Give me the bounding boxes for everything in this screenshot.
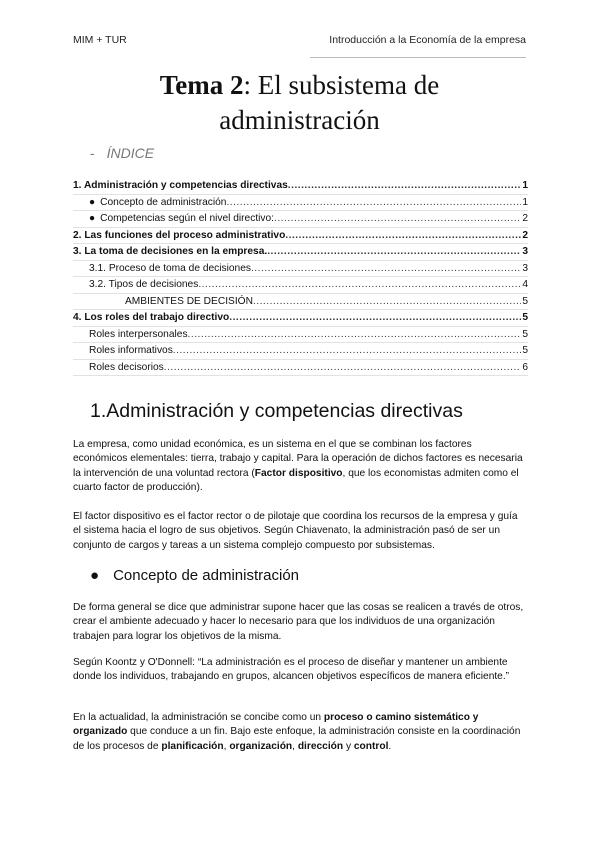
paragraph-intro	[73, 438, 526, 495]
index-dash: -	[90, 145, 95, 161]
toc-page-number: 3	[522, 246, 528, 258]
toc-leader-dots	[198, 279, 521, 290]
toc-page-number: 2	[522, 213, 528, 225]
toc-entry-label: Roles informativos	[89, 345, 173, 357]
toc-entry-label: Roles decisorios	[89, 361, 164, 373]
toc-leader-dots	[188, 329, 522, 340]
toc-entry[interactable]	[73, 228, 528, 245]
para-text: La empresa, como unidad económica, es un sistema en el que se combinan los factores económicos elementales: tierra, trabajo y capital. Para la operación de dichos factores es necesaria la intervención de una voluntad rectora (	[73, 439, 523, 479]
para-bold: dirección	[297, 740, 344, 752]
para-text: ,	[223, 740, 230, 752]
toc-entry-label: 3.1. Proceso de toma de decisiones	[89, 262, 251, 274]
para-bold: organización	[229, 740, 293, 752]
table-of-contents	[73, 178, 528, 376]
toc-leader-dots	[229, 312, 521, 323]
toc-entry-label: AMBIENTES DE DECISIÓN	[125, 295, 253, 307]
subsection-heading	[90, 567, 299, 584]
toc-page-number: 3	[522, 262, 528, 274]
title-bold: Tema 2	[159, 70, 244, 100]
toc-page-number: 4	[522, 279, 528, 291]
toc-entry-label: Competencias según el nivel directivo:	[100, 213, 275, 225]
toc-page-number: 5	[522, 295, 528, 307]
toc-entry-label: Roles interpersonales	[89, 328, 188, 340]
toc-page-number: 1	[522, 180, 528, 192]
para-bold: Factor dispositivo	[254, 467, 343, 479]
toc-entry[interactable]	[73, 343, 528, 360]
paragraph-definition: De forma general se dice que administrar supone hacer que las cosas se realicen a través de otros, crear el ambiente adecuado y hacer lo necesario para que los individuos de una organización trabajen para lograr los objetivos de la misma.	[73, 602, 524, 642]
toc-page-number: 5	[522, 345, 528, 357]
bullet-icon: ●	[90, 567, 100, 584]
toc-entry[interactable]	[73, 294, 528, 311]
toc-leader-dots	[288, 180, 522, 191]
toc-leader-dots	[251, 263, 521, 274]
toc-entry[interactable]	[73, 277, 528, 294]
para-text: .	[388, 740, 392, 752]
toc-entry-label: 3. La toma de decisiones en la empresa.	[73, 246, 268, 258]
toc-page-number: 5	[522, 312, 528, 324]
para-text: que conduce a un fin. Bajo este enfoque, la administración consiste en la coordinación de los procesos de	[73, 726, 521, 752]
bullet-icon: ●	[89, 213, 96, 225]
title-line2: administración	[219, 105, 380, 135]
toc-page-number: 6	[522, 361, 528, 373]
toc-entry[interactable]	[73, 211, 528, 228]
toc-entry[interactable]	[73, 310, 528, 327]
toc-leader-dots	[285, 230, 521, 241]
bullet-icon: ●	[89, 196, 96, 208]
para-text: ,	[292, 740, 298, 752]
toc-leader-dots	[274, 213, 521, 224]
toc-leader-dots	[253, 296, 521, 307]
subsection-title: Concepto de administración	[113, 567, 300, 584]
toc-leader-dots	[173, 345, 522, 356]
para-bold: control	[353, 740, 389, 752]
title-rest: : El subsistema de	[243, 70, 440, 100]
toc-entry-label: 1. Administración y competencias directivas	[73, 180, 288, 192]
toc-entry-label: Concepto de administración	[100, 196, 227, 208]
toc-entry[interactable]	[73, 261, 528, 278]
paragraph-factor: El factor dispositivo es el factor rector o de pilotaje que coordina los recursos de la empresa y guía el sistema hacia el logro de sus objetivos. Según Chiavenato, la administración pasó de ser un conjunto de cargos y tareas a un sistema complejo compuesto por subsistemas.	[73, 511, 518, 551]
toc-page-number: 2	[522, 229, 528, 241]
header-divider	[310, 57, 526, 58]
toc-page-number: 1	[522, 196, 528, 208]
paragraph-quote: Según Koontz y O'Donnell: “La administración es el proceso de diseñar y mantener un ambiente donde los individuos, trabajando en grupos, alcancen objetivos específicos de manera eficiente.”	[73, 657, 510, 683]
para-bold: planificación	[161, 740, 224, 752]
index-label: ÍNDICE	[106, 145, 155, 161]
para-bold: proceso o camino sistemático y organizado	[73, 712, 479, 738]
page-header	[73, 34, 526, 46]
toc-page-number: 5	[522, 328, 528, 340]
toc-entry[interactable]	[73, 327, 528, 344]
toc-entry[interactable]	[73, 195, 528, 212]
page-title	[73, 68, 526, 138]
index-heading	[90, 145, 154, 161]
header-right: Introducción a la Economía de la empresa	[329, 34, 526, 46]
section-heading: 1.Administración y competencias directivas	[90, 400, 463, 422]
toc-entry-label: 4. Los roles del trabajo directivo	[73, 312, 230, 324]
toc-entry-label: 3.2. Tipos de decisiones	[89, 279, 199, 291]
toc-entry[interactable]	[73, 244, 528, 261]
toc-leader-dots	[226, 197, 521, 208]
toc-leader-dots	[267, 246, 521, 257]
para-text: , que los economistas admiten como el cuarto factor de producción).	[73, 467, 519, 493]
toc-entry[interactable]	[73, 360, 528, 377]
header-left: MIM + TUR	[73, 34, 127, 46]
para-text: y	[343, 740, 354, 752]
toc-entry-label: 2. Las funciones del proceso administrativo	[73, 229, 286, 241]
toc-leader-dots	[164, 362, 522, 373]
para-text: En la actualidad, la administración se concibe como un	[73, 712, 324, 723]
toc-entry[interactable]	[73, 178, 528, 195]
paragraph-current	[73, 711, 526, 754]
